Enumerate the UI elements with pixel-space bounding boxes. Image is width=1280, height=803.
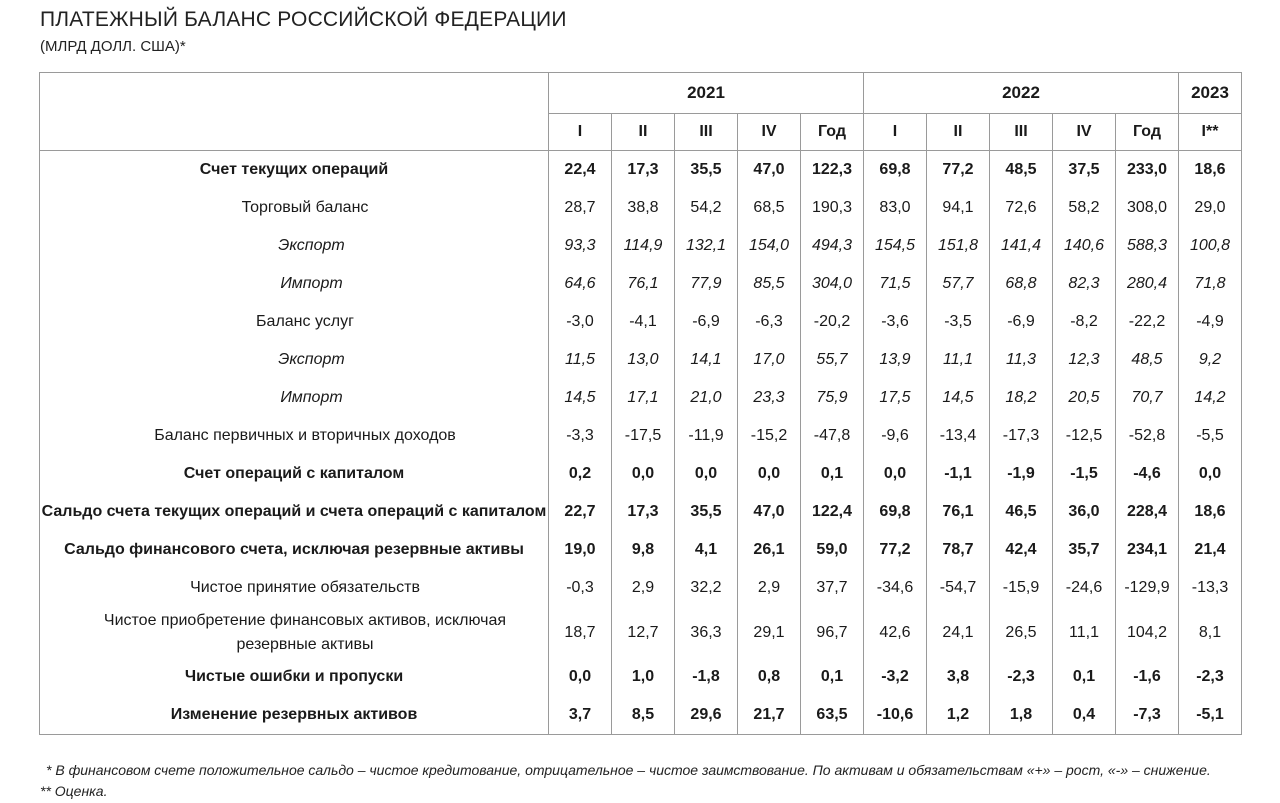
value-cell: 32,2 (675, 569, 738, 607)
row-label: Чистые ошибки и пропуски (40, 658, 549, 696)
value-cell: 64,6 (549, 265, 612, 303)
value-cell: 77,2 (864, 531, 927, 569)
row-label: Сальдо счета текущих операций и счета операций с капиталом (40, 493, 549, 531)
value-cell: 494,3 (801, 227, 864, 265)
table-row (40, 658, 1242, 696)
value-cell: 132,1 (675, 227, 738, 265)
value-cell: 47,0 (738, 493, 801, 531)
value-cell: 280,4 (1116, 265, 1179, 303)
value-cell: -13,3 (1179, 569, 1242, 607)
value-cell: 20,5 (1053, 379, 1116, 417)
value-cell: 18,6 (1179, 151, 1242, 190)
value-cell: 114,9 (612, 227, 675, 265)
table-row (40, 379, 1242, 417)
value-cell: 234,1 (1116, 531, 1179, 569)
value-cell: 13,0 (612, 341, 675, 379)
value-cell: 29,1 (738, 607, 801, 658)
year-header: 2022 (864, 73, 1179, 114)
value-cell: 21,7 (738, 696, 801, 735)
value-cell: 12,7 (612, 607, 675, 658)
value-cell: 122,4 (801, 493, 864, 531)
value-cell: 85,5 (738, 265, 801, 303)
value-cell: 19,0 (549, 531, 612, 569)
value-cell: 22,4 (549, 151, 612, 190)
value-cell: -15,2 (738, 417, 801, 455)
value-cell: -4,6 (1116, 455, 1179, 493)
value-cell: 0,1 (801, 658, 864, 696)
value-cell: 77,2 (927, 151, 990, 190)
value-cell: 48,5 (1116, 341, 1179, 379)
value-cell: -3,5 (927, 303, 990, 341)
row-label: Сальдо финансового счета, исключая резервные активы (40, 531, 549, 569)
value-cell: 0,0 (675, 455, 738, 493)
value-cell: 0,1 (801, 455, 864, 493)
value-cell: 42,4 (990, 531, 1053, 569)
value-cell: 72,6 (990, 189, 1053, 227)
table-row (40, 227, 1242, 265)
value-cell: 11,1 (1053, 607, 1116, 658)
value-cell: 0,2 (549, 455, 612, 493)
value-cell: -13,4 (927, 417, 990, 455)
value-cell: 26,1 (738, 531, 801, 569)
value-cell: 154,0 (738, 227, 801, 265)
table-row (40, 607, 1242, 658)
value-cell: 48,5 (990, 151, 1053, 190)
value-cell: 0,0 (864, 455, 927, 493)
value-cell: 14,2 (1179, 379, 1242, 417)
value-cell: 26,5 (990, 607, 1053, 658)
value-cell: 154,5 (864, 227, 927, 265)
value-cell: 17,5 (864, 379, 927, 417)
value-cell: 3,8 (927, 658, 990, 696)
value-cell: 9,8 (612, 531, 675, 569)
year-header: 2021 (549, 73, 864, 114)
value-cell: 37,7 (801, 569, 864, 607)
value-cell: 54,2 (675, 189, 738, 227)
value-cell: 69,8 (864, 493, 927, 531)
value-cell: -15,9 (990, 569, 1053, 607)
page-subtitle: (МЛРД ДОЛЛ. США)* (40, 38, 186, 55)
value-cell: 68,8 (990, 265, 1053, 303)
value-cell: -5,1 (1179, 696, 1242, 735)
value-cell: 228,4 (1116, 493, 1179, 531)
row-label-header (40, 73, 549, 151)
value-cell: 37,5 (1053, 151, 1116, 190)
value-cell: 11,5 (549, 341, 612, 379)
value-cell: 14,1 (675, 341, 738, 379)
value-cell: -47,8 (801, 417, 864, 455)
value-cell: 190,3 (801, 189, 864, 227)
value-cell: 0,0 (1179, 455, 1242, 493)
value-cell: -54,7 (927, 569, 990, 607)
period-header: IV (738, 114, 801, 151)
value-cell: 100,8 (1179, 227, 1242, 265)
value-cell: 22,7 (549, 493, 612, 531)
value-cell: -5,5 (1179, 417, 1242, 455)
value-cell: 42,6 (864, 607, 927, 658)
value-cell: 0,0 (738, 455, 801, 493)
value-cell: 47,0 (738, 151, 801, 190)
value-cell: -8,2 (1053, 303, 1116, 341)
table-row (40, 189, 1242, 227)
period-header: Год (1116, 114, 1179, 151)
value-cell: 77,9 (675, 265, 738, 303)
value-cell: -24,6 (1053, 569, 1116, 607)
year-header: 2023 (1179, 73, 1242, 114)
value-cell: 17,1 (612, 379, 675, 417)
row-label: Баланс первичных и вторичных доходов (40, 417, 549, 455)
value-cell: 59,0 (801, 531, 864, 569)
row-label: Чистое принятие обязательств (40, 569, 549, 607)
value-cell: -1,6 (1116, 658, 1179, 696)
value-cell: 23,3 (738, 379, 801, 417)
value-cell: 83,0 (864, 189, 927, 227)
period-header: III (990, 114, 1053, 151)
value-cell: 93,3 (549, 227, 612, 265)
value-cell: 68,5 (738, 189, 801, 227)
value-cell: 0,0 (549, 658, 612, 696)
value-cell: -34,6 (864, 569, 927, 607)
value-cell: 3,7 (549, 696, 612, 735)
value-cell: 17,3 (612, 493, 675, 531)
value-cell: 71,8 (1179, 265, 1242, 303)
value-cell: 29,0 (1179, 189, 1242, 227)
value-cell: -0,3 (549, 569, 612, 607)
value-cell: -11,9 (675, 417, 738, 455)
value-cell: 82,3 (1053, 265, 1116, 303)
value-cell: -9,6 (864, 417, 927, 455)
table-row (40, 341, 1242, 379)
row-label: Баланс услуг (40, 303, 549, 341)
table-row (40, 531, 1242, 569)
value-cell: -3,3 (549, 417, 612, 455)
value-cell: 1,8 (990, 696, 1053, 735)
period-header: I (549, 114, 612, 151)
value-cell: -6,3 (738, 303, 801, 341)
value-cell: -3,6 (864, 303, 927, 341)
value-cell: 36,3 (675, 607, 738, 658)
row-label: Счет текущих операций (40, 151, 549, 190)
value-cell: 57,7 (927, 265, 990, 303)
table-row (40, 455, 1242, 493)
value-cell: 8,5 (612, 696, 675, 735)
value-cell: 0,4 (1053, 696, 1116, 735)
value-cell: -6,9 (990, 303, 1053, 341)
value-cell: 1,0 (612, 658, 675, 696)
table-row (40, 265, 1242, 303)
value-cell: 18,2 (990, 379, 1053, 417)
period-header: IV (1053, 114, 1116, 151)
value-cell: 70,7 (1116, 379, 1179, 417)
value-cell: 18,6 (1179, 493, 1242, 531)
value-cell: -1,5 (1053, 455, 1116, 493)
value-cell: 76,1 (612, 265, 675, 303)
value-cell: 35,5 (675, 151, 738, 190)
value-cell: -1,8 (675, 658, 738, 696)
value-cell: -17,5 (612, 417, 675, 455)
balance-of-payments-table (39, 72, 1242, 735)
table-row (40, 493, 1242, 531)
row-label: Экспорт (40, 227, 549, 265)
value-cell: -20,2 (801, 303, 864, 341)
value-cell: 304,0 (801, 265, 864, 303)
value-cell: 308,0 (1116, 189, 1179, 227)
value-cell: 14,5 (927, 379, 990, 417)
value-cell: 0,0 (612, 455, 675, 493)
value-cell: -52,8 (1116, 417, 1179, 455)
table-row (40, 417, 1242, 455)
value-cell: 24,1 (927, 607, 990, 658)
row-label: Импорт (40, 379, 549, 417)
row-label: Изменение резервных активов (40, 696, 549, 735)
value-cell: 78,7 (927, 531, 990, 569)
period-header: I** (1179, 114, 1242, 151)
value-cell: 94,1 (927, 189, 990, 227)
value-cell: 122,3 (801, 151, 864, 190)
value-cell: 29,6 (675, 696, 738, 735)
value-cell: -1,9 (990, 455, 1053, 493)
value-cell: -3,2 (864, 658, 927, 696)
value-cell: 2,9 (738, 569, 801, 607)
value-cell: 18,7 (549, 607, 612, 658)
value-cell: 0,8 (738, 658, 801, 696)
row-label: Импорт (40, 265, 549, 303)
table-row (40, 696, 1242, 735)
value-cell: 35,7 (1053, 531, 1116, 569)
value-cell: -7,3 (1116, 696, 1179, 735)
table-row (40, 151, 1242, 190)
value-cell: 46,5 (990, 493, 1053, 531)
value-cell: 11,3 (990, 341, 1053, 379)
value-cell: 9,2 (1179, 341, 1242, 379)
value-cell: 13,9 (864, 341, 927, 379)
row-label: Торговый баланс (40, 189, 549, 227)
value-cell: 140,6 (1053, 227, 1116, 265)
value-cell: 0,1 (1053, 658, 1116, 696)
value-cell: 55,7 (801, 341, 864, 379)
value-cell: -3,0 (549, 303, 612, 341)
value-cell: 588,3 (1116, 227, 1179, 265)
value-cell: 233,0 (1116, 151, 1179, 190)
value-cell: -1,1 (927, 455, 990, 493)
value-cell: -2,3 (1179, 658, 1242, 696)
value-cell: 12,3 (1053, 341, 1116, 379)
period-header: III (675, 114, 738, 151)
value-cell: 17,0 (738, 341, 801, 379)
value-cell: 17,3 (612, 151, 675, 190)
value-cell: 1,2 (927, 696, 990, 735)
value-cell: -6,9 (675, 303, 738, 341)
value-cell: 21,4 (1179, 531, 1242, 569)
value-cell: 21,0 (675, 379, 738, 417)
value-cell: 69,8 (864, 151, 927, 190)
footnote: * В финансовом счете положительное сальдо – чистое кредитование, отрицательное – чистое заимствование. По активам и обязательствам «+» – рост, «-» – снижение. (46, 762, 1211, 778)
row-label: Счет операций с капиталом (40, 455, 549, 493)
value-cell: 76,1 (927, 493, 990, 531)
period-header: II (927, 114, 990, 151)
value-cell: 8,1 (1179, 607, 1242, 658)
value-cell: -12,5 (1053, 417, 1116, 455)
page-title: ПЛАТЕЖНЫЙ БАЛАНС РОССИЙСКОЙ ФЕДЕРАЦИИ (40, 8, 567, 31)
row-label: Экспорт (40, 341, 549, 379)
value-cell: 75,9 (801, 379, 864, 417)
value-cell: -4,1 (612, 303, 675, 341)
value-cell: 58,2 (1053, 189, 1116, 227)
table-row (40, 569, 1242, 607)
value-cell: 71,5 (864, 265, 927, 303)
value-cell: 28,7 (549, 189, 612, 227)
value-cell: 38,8 (612, 189, 675, 227)
value-cell: 96,7 (801, 607, 864, 658)
footnote: ** Оценка. (40, 783, 108, 799)
period-header: II (612, 114, 675, 151)
row-label: Чистое приобретение финансовых активов, исключая резервные активы (40, 607, 549, 658)
value-cell: 4,1 (675, 531, 738, 569)
value-cell: 2,9 (612, 569, 675, 607)
value-cell: -10,6 (864, 696, 927, 735)
value-cell: -17,3 (990, 417, 1053, 455)
value-cell: -129,9 (1116, 569, 1179, 607)
value-cell: 14,5 (549, 379, 612, 417)
table-row (40, 303, 1242, 341)
period-header: Год (801, 114, 864, 151)
value-cell: 141,4 (990, 227, 1053, 265)
value-cell: 104,2 (1116, 607, 1179, 658)
value-cell: -2,3 (990, 658, 1053, 696)
value-cell: -4,9 (1179, 303, 1242, 341)
value-cell: 11,1 (927, 341, 990, 379)
value-cell: -22,2 (1116, 303, 1179, 341)
value-cell: 63,5 (801, 696, 864, 735)
value-cell: 151,8 (927, 227, 990, 265)
value-cell: 35,5 (675, 493, 738, 531)
period-header: I (864, 114, 927, 151)
value-cell: 36,0 (1053, 493, 1116, 531)
